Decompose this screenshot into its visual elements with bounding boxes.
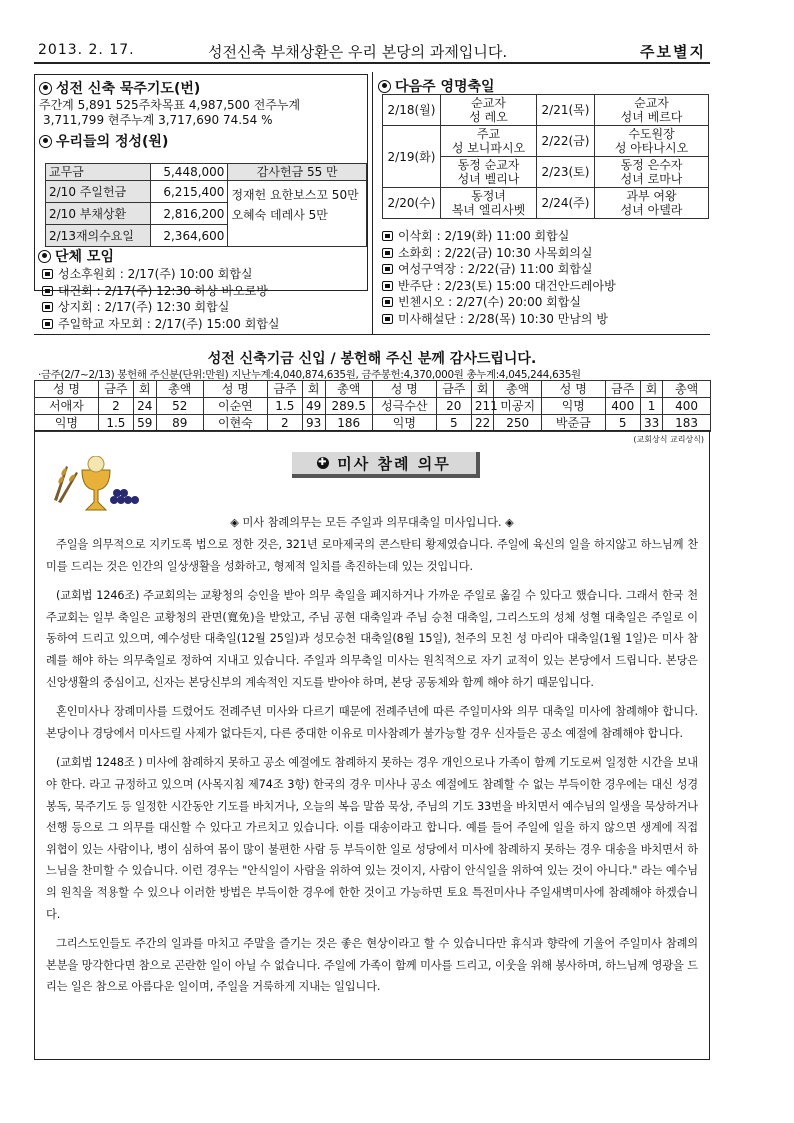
hand-pointer-icon <box>42 302 53 312</box>
feast-title: 다음주 영명축일 <box>378 76 495 96</box>
donation-cell: 20 <box>436 398 471 415</box>
donation-cell: 183 <box>663 415 710 432</box>
mass-paragraph: 그리스도인들도 주간의 일과를 마치고 주말을 즐기는 것은 좋은 현상이라고 할 수 있습니다만 휴식과 향락에 기울어 주일미사 참례의 본분을 망각한다면 참으로 곤란한 일이 아닐 수 없습니다. 주일에 가족이 함께 미사를 드리고, 이웃을 위해 봉사하며, 하느님께 영광을 드리는 일은 참으로 아름다운 일이며, 주일을 거룩하게 지내는 일입니다. <box>46 937 698 994</box>
donation-header: 회 <box>471 381 494 398</box>
donation-header: 성 명 <box>541 381 605 398</box>
donation-cell: 93 <box>302 415 325 432</box>
column-divider <box>372 72 373 334</box>
donation-header: 금주 <box>436 381 471 398</box>
donation-cell: 성극수산 <box>372 398 436 415</box>
hand-pointer-icon <box>42 269 53 279</box>
donation-cell: 52 <box>156 398 203 415</box>
donation-header: 성 명 <box>372 381 436 398</box>
hand-pointer-icon <box>42 319 53 329</box>
donation-header: 총액 <box>156 381 203 398</box>
mass-paragraph: (교회법 1248조 ) 미사에 참례하지 못하고 공소 예절에도 참례하지 못하는 경우 개인으로나 가족이 함께 기도로써 일정한 시간을 보내야 한다. 라고 규정하고 있으며 (사목지침 제74조 3항) 한국의 경우 미사나 공소 예절에도 참례할 수 없는 부득이한 경우에는 대신 성경 봉독, 묵주기도 등 일정한 시간동안 기도를 바치거나, 오늘의 복음 말씀 묵상, 주님의 기도 33번을 바치면서 예수님의 일생을 묵상하거나 선행 등으로 그 의무를 대신할 수 있다고 가르치고 있습니다. 이를 대송이라고 합니다. 예를 들어 주일에 일을 하지 않으면 생계에 직접 위협이 있는 사람이나, 병이 심하여 몸이 많이 불편한 사람 등 부득이한 일로 성당에서 미사에 참례하지 못하는 경우 대송을 바치면서 하느님을 찬미할 수 있습니다. 이런 경우는 "안식일이 사람을 위하여 있는 것이지, 사람이 안식일을 위하여 있는 것이 아니다." 라는 예수님의 원칙을 적용할 수 있으나 이러한 방법은 부득이한 경우에 한한 것이고 가능하면 토요 특전미사나 주일새벽미사에 참례해야 하겠습니다. <box>46 756 698 921</box>
mass-paragraph: 혼인미사나 장례미사를 드렸어도 전례주년 미사와 다르기 때문에 전례주년에 따른 주일미사와 의무 대축일 미사에 참례해야 합니다. 본당이나 경당에서 미사드릴 사제가 없다든지, 다른 중대한 이유로 미사참례가 불가능할 경우 신자들은 공소 예절에 참례해야 합니다. <box>46 705 698 740</box>
donation-header: 금주 <box>605 381 640 398</box>
donation-cell: 미공지 <box>494 398 541 415</box>
donation-cell: 5 <box>605 415 640 432</box>
donation-header: 회 <box>133 381 156 398</box>
donation-header: 총액 <box>494 381 541 398</box>
donation-header: 총액 <box>663 381 710 398</box>
thanks-entry: 정재헌 요한보스꼬 50만 <box>231 188 359 202</box>
donation-header: 금주 <box>267 381 302 398</box>
donation-cell: 22 <box>471 415 494 432</box>
group-item: 대건회 : 2/17(주) 12:30 하상 바오로방 <box>42 283 280 300</box>
meeting-item: 미사해설단 : 2/28(목) 10:30 만남의 방 <box>382 311 616 328</box>
mass-title-banner <box>292 452 480 478</box>
hand-pointer-icon <box>42 286 53 296</box>
mass-paragraph: (교회법 1246조) 주교회의는 교황청의 승인을 받아 의무 축일을 폐지하거나 가까운 주일로 옮길 수 있다고 했습니다. 그래서 한국 천주교회는 일부 축일은 교황청의 관면(寬免)을 받았고, 주님 공현 대축일과 주님 승천 대축일, 그리스도의 성체 성혈 대축일은 주일로 이동하여 드리고 있으며, 예수성탄 대축일(12월 25일)과 성모승천 대축일(8월 15일), 천주의 모친 성 마리아 대축일(1월 1일)은 미사 참례를 해야 하는 의무축일로 정하여 지내고 있습니다. 주일과 의무축일 미사는 원칙적으로 자기 교적이 있는 본당에서 드립니다. 본당은 신앙생활의 중심이고, 신자는 본당신부의 계속적인 지도를 받아야 하며, 본당 공동체와 함께 해야 하기 때문입니다. <box>46 589 698 689</box>
donation-cell: 1.5 <box>267 398 302 415</box>
bulletin-motto: 성전신축 부채상환은 우리 본당의 과제입니다. <box>208 43 508 61</box>
feast-saint: 순교자 성녀 베르다 <box>595 95 709 126</box>
offering-label: 2/10 주일헌금 <box>46 181 151 203</box>
prayer-line-2: 3,711,799 현주누계 3,717,690 74.54 % <box>43 113 273 127</box>
mass-title: 미사 참례 의무 <box>337 454 451 473</box>
meetings-list <box>382 228 616 328</box>
donation-cell: 59 <box>133 415 156 432</box>
donation-cell: 2 <box>267 415 302 432</box>
prayer-line-1: 주간계 5,891 525주차목표 4,987,500 전주누계 <box>39 98 301 112</box>
donation-header: 총액 <box>325 381 372 398</box>
hand-pointer-icon <box>382 297 393 307</box>
feast-saint: 과부 여왕 성녀 아델라 <box>595 188 709 219</box>
donation-cell: 서애자 <box>35 398 99 415</box>
mass-lead: ◈ 미사 참례의무는 모든 주일과 의무대축일 미사입니다. ◈ <box>230 516 514 529</box>
thanks-title: 감사헌금 55 만 <box>228 164 367 181</box>
meeting-item: 빈첸시오 : 2/27(수) 20:00 회합실 <box>382 294 616 311</box>
prayer-title: 성전 신축 묵주기도(번) <box>39 78 300 98</box>
offering-amount: 6,215,400 <box>151 181 228 203</box>
offering-label: 2/10 부채상환 <box>46 203 151 225</box>
meeting-item: 반주단 : 2/23(토) 15:00 대건안드레아방 <box>382 278 616 295</box>
bullet-circle-icon <box>39 82 52 95</box>
donation-cell: 이현숙 <box>203 415 267 432</box>
offering-title: 우리들의 정성(원) <box>39 131 300 151</box>
chalice-illustration <box>48 456 148 516</box>
meeting-item: 이삭회 : 2/19(화) 11:00 회합실 <box>382 228 616 245</box>
offering-amount: 5,448,000 <box>151 164 228 181</box>
feast-saint: 동정 순교자 성녀 벨리나 <box>441 157 537 188</box>
hand-pointer-icon <box>382 281 393 291</box>
offering-label: 2/13재의수요일 <box>46 225 151 247</box>
bullet-circle-icon <box>39 135 52 148</box>
meeting-item: 여성구역장 : 2/22(금) 11:00 회합실 <box>382 261 616 278</box>
donation-cell: 이순연 <box>203 398 267 415</box>
donation-table <box>34 380 711 432</box>
donation-cell: 211 <box>471 398 494 415</box>
feast-table <box>382 94 709 219</box>
mass-paragraph: 주일을 의무적으로 지키도록 법으로 정한 것은, 321년 로마제국의 콘스탄티 황제였습니다. 주일에 육신의 일을 하지않고 하느님께 찬미를 드리는 것은 인간의 일상생활을 성화하고, 형제적 일치를 촉진하는데 있는 것입니다. <box>46 538 698 573</box>
donation-cell: 1 <box>640 398 663 415</box>
donation-cell: 400 <box>663 398 710 415</box>
donation-header: 성 명 <box>203 381 267 398</box>
bulletin-date: 2013. 2. 17. <box>38 42 135 58</box>
feast-date: 2/18(월) <box>383 95 441 126</box>
hand-pointer-icon <box>382 314 393 324</box>
feast-date: 2/23(토) <box>537 157 595 188</box>
meeting-item: 소화회 : 2/22(금) 10:30 사목회의실 <box>382 245 616 262</box>
feast-saint: 수도원장 성 아타나시오 <box>595 126 709 157</box>
diamond-icon: ◈ <box>505 516 514 529</box>
donation-header: 금주 <box>98 381 133 398</box>
mass-source: (교회상식 교리상식) <box>633 435 704 444</box>
donation-cell: 익명 <box>35 415 99 432</box>
donation-cell: 24 <box>133 398 156 415</box>
donation-summary: ·금주(2/7~2/13) 봉헌해 주신분(단위:만원) 지난누계:4,040,874,635원, 금주봉헌:4,370,000원 총누계:4,045,244,635원 <box>38 369 581 381</box>
donation-cell: 186 <box>325 415 372 432</box>
header <box>34 36 710 64</box>
donation-cell: 89 <box>156 415 203 432</box>
group-item: 상지회 : 2/17(주) 12:30 회합실 <box>42 299 280 316</box>
bulletin-name: 주보별지 <box>640 43 706 61</box>
donation-table-wrap <box>34 380 710 432</box>
hand-pointer-icon <box>382 248 393 258</box>
feast-saint: 동정 은수자 성녀 로마나 <box>595 157 709 188</box>
section-divider <box>34 334 710 335</box>
group-item: 주일학교 자모회 : 2/17(주) 15:00 회합실 <box>42 316 280 333</box>
donation-cell: 49 <box>302 398 325 415</box>
feast-date: 2/20(수) <box>383 188 441 219</box>
feast-date: 2/21(목) <box>537 95 595 126</box>
offering-amount: 2,816,200 <box>151 203 228 225</box>
donation-cell: 2 <box>98 398 133 415</box>
feast-saint: 순교자 성 레오 <box>441 95 537 126</box>
donation-cell: 1.5 <box>98 415 133 432</box>
donation-cell: 박준금 <box>541 415 605 432</box>
hand-pointer-icon <box>382 264 393 274</box>
donation-title: 성전 신축기금 신입 / 봉헌해 주신 분께 감사드립니다. <box>207 351 537 367</box>
offering-table <box>45 163 367 247</box>
mass-body <box>46 534 698 998</box>
donation-header: 성 명 <box>35 381 99 398</box>
bullet-circle-icon <box>378 80 391 93</box>
donation-cell: 250 <box>494 415 541 432</box>
donation-header: 회 <box>640 381 663 398</box>
cross-icon: ✚ <box>318 457 329 468</box>
offering-amount: 2,364,600 <box>151 225 228 247</box>
offering-label: 교무금 <box>46 164 151 181</box>
feast-date: 2/22(금) <box>537 126 595 157</box>
feast-section <box>378 76 495 96</box>
diamond-icon: ◈ <box>230 516 239 529</box>
hand-pointer-icon <box>382 231 393 241</box>
donation-cell: 익명 <box>372 415 436 432</box>
donation-cell: 5 <box>436 415 471 432</box>
feast-date: 2/24(주) <box>537 188 595 219</box>
donation-header: 회 <box>302 381 325 398</box>
feast-saint: 동정녀 복녀 엘리사벳 <box>441 188 537 219</box>
groups-title: 단체 모임 <box>38 246 280 266</box>
feast-saint: 주교 성 보니파시오 <box>441 126 537 157</box>
chalice-icon <box>48 456 148 516</box>
donation-cell: 289.5 <box>325 398 372 415</box>
donation-cell: 익명 <box>541 398 605 415</box>
thanks-entry: 오혜숙 데레사 5만 <box>231 208 328 222</box>
donation-cell: 33 <box>640 415 663 432</box>
group-item: 성소후원회 : 2/17(주) 10:00 회합실 <box>42 266 280 283</box>
groups <box>38 246 280 332</box>
feast-date: 2/19(화) <box>383 126 441 188</box>
donation-cell: 400 <box>605 398 640 415</box>
bullet-circle-icon <box>38 250 51 263</box>
